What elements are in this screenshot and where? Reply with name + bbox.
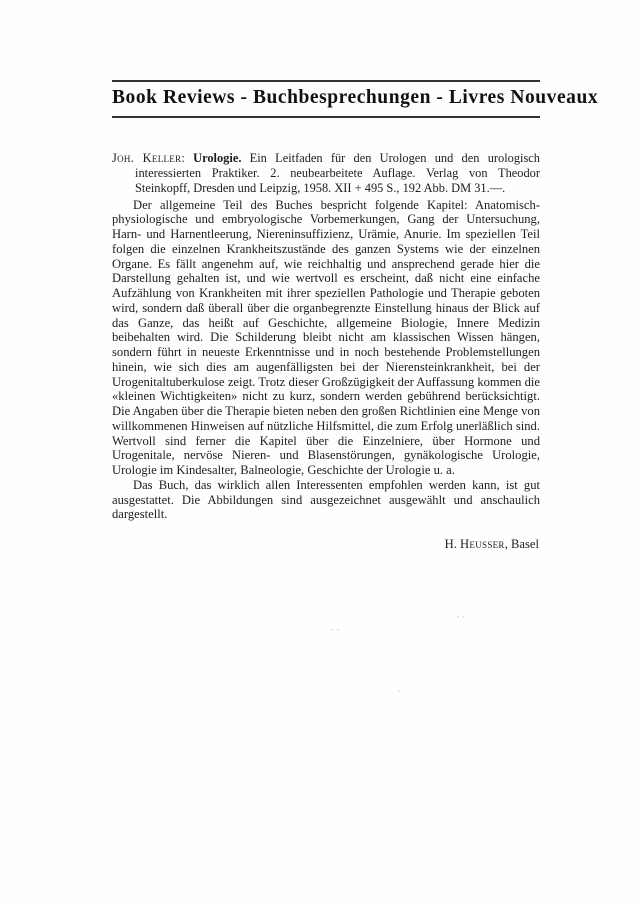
- page-title: Book Reviews - Buchbesprechungen - Livres Nouveaux: [112, 87, 599, 108]
- header-rule-bottom: [112, 116, 540, 118]
- citation-book-title: Urologie.: [193, 151, 242, 166]
- scan-artifact: [462, 616, 464, 618]
- citation-author: Joh. Keller: [112, 151, 182, 166]
- section-header: [112, 80, 599, 118]
- scan-artifact: [398, 690, 400, 692]
- review-paragraph-2: Das Buch, das wirklich allen Interessenten empfohlen werden kann, ist gut ausgestattet. Die Abbildungen sind ausgezeichnet ausgewählt und anschaulich dargestellt.: [112, 477, 540, 522]
- scan-artifact: [457, 616, 459, 618]
- scan-artifact: [331, 629, 333, 631]
- reviewer-name: Heusser: [460, 537, 505, 551]
- scan-artifact: [337, 629, 339, 631]
- review-paragraph-1: Der allgemeine Teil des Buches bespricht folgende Kapitel: Anatomisch-physiologische und embryologische Vorbemerkungen, Gang der Untersuchung, Harn- und Harnentleerung, Niereninsuffizienz, Urämie, Anurie. Im speziellen Teil folgen die einzelnen Krankheitszustände des ganzen Systems wie der einzelnen Organe. Es fällt angenehm auf, wie reichhaltig und ansprechend gerade hier die Darstellung gehalten ist, und wie wertvoll es erscheint, daß nicht eine einfache Aufzählung von Krankheiten mit ihrer speziellen Pathologie und Therapie geboten wird, sondern daß überall über die organbegrenzte Einstellung hinaus der Blick auf das Ganze, das heißt auf Geschichte, allgemeine Biologie, Innere Medizin beibehalten wird. Die Schilderung bleibt nicht am klassischen Wissen hängen, sondern führt in neueste Erkenntnisse und in noch bestehende Problemstellungen hinein, wie sich dies am augenfälligsten bei der Nierensteinkrankheit, bei der Urogenitaltuberkulose zeigt. Trotz dieser Großzügigkeit der Auffassung kommen die «kleinen Wichtigkeiten» nicht zu kurz, sondern werden gebührend berücksichtigt. Die Angaben über die Therapie bieten neben den großen Richtlinien eine Menge von willkommenen Hinweisen auf nützliche Hilfsmittel, die zum Erfolg unerläßlich sind. Wertvoll sind ferner die Kapitel über die Einzelniere, über Hormone und Urogenitale, nervöse Nieren- und Blasenstörungen, gynäkologische Urologie, Urologie im Kindesalter, Balneologie, Geschichte der Urologie u. a.: [112, 197, 540, 477]
- review-content: [112, 139, 540, 552]
- bibliographic-citation: [112, 151, 540, 195]
- reviewer-location: , Basel: [504, 537, 539, 551]
- header-rule-top: [112, 80, 540, 82]
- citation-details: Ein Leitfaden für den Urologen und den urologisch interessierten Praktiker. 2. neubearbeitete Auflage. Verlag von Theodor Steinkopff, Dresden und Leipzig, 1958. XII + 495 S., 192 Abb. DM 31.—.: [135, 151, 540, 195]
- reviewer-initial: H.: [444, 537, 461, 551]
- reviewer-signature: [112, 537, 540, 552]
- citation-separator: :: [181, 151, 194, 166]
